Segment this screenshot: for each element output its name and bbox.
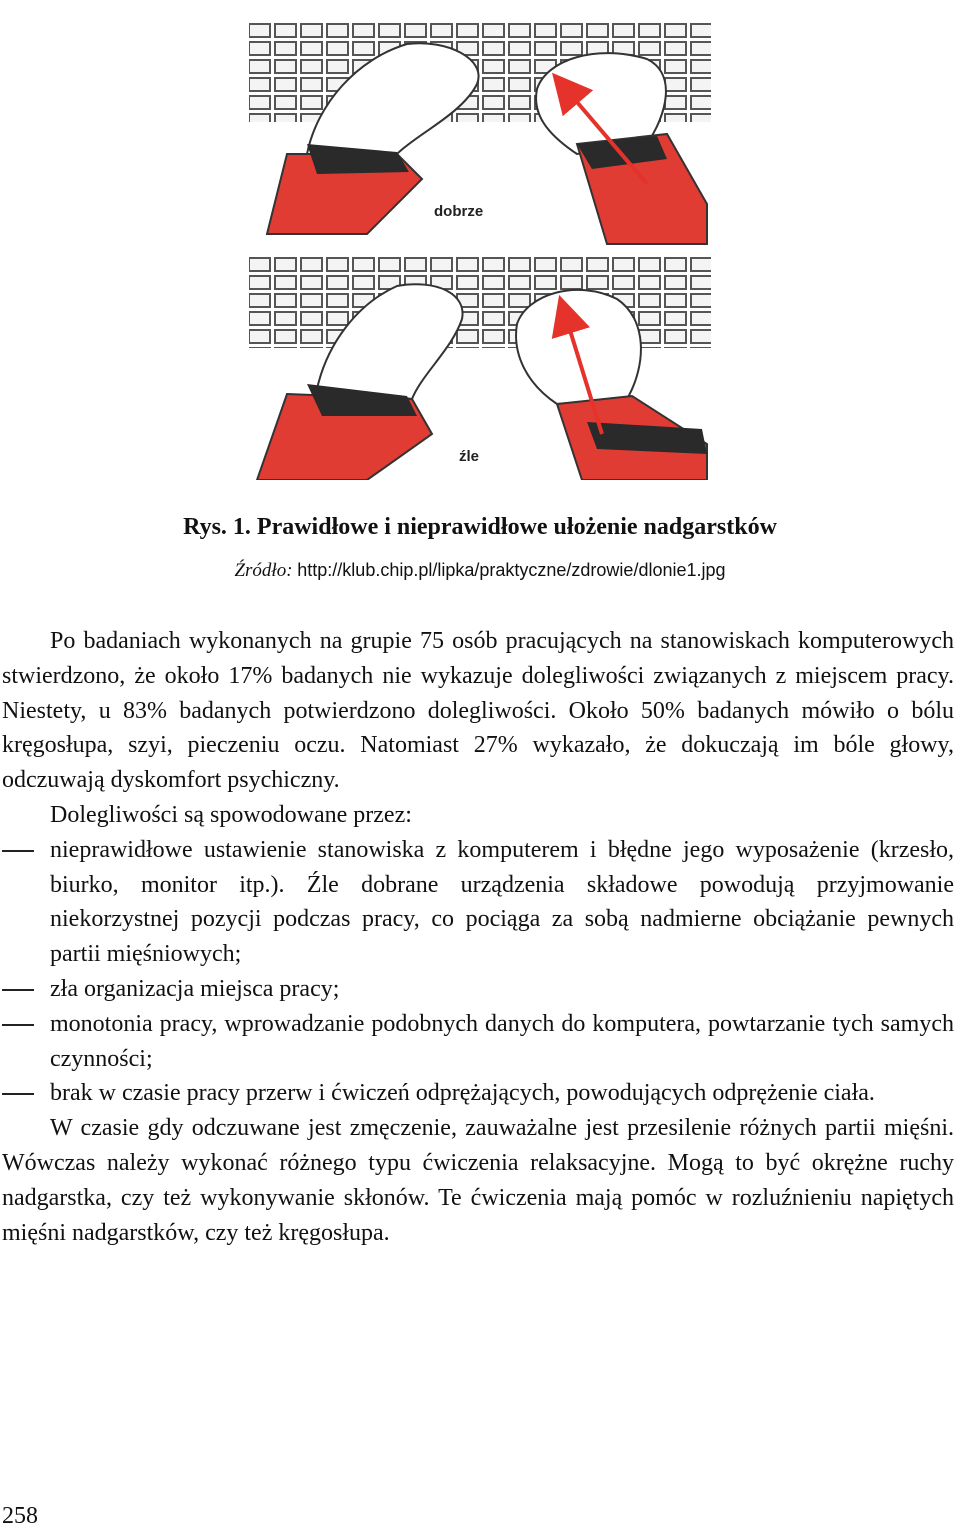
list-item: monotonia pracy, wprowadzanie podobnych danych do komputera, powtarzanie tych samych czynności; xyxy=(2,1007,954,1077)
causes-list xyxy=(2,833,954,1111)
wrist-position-figure xyxy=(247,4,713,480)
list-item: nieprawidłowe ustawienie stanowiska z komputerem i błędne jego wyposażenie (krzesło, biurko, monitor itp.). Źle dobrane urządzenia składowe powodują przyjmowanie niekorzystnej pozycji podczas pracy, co pociąga za sobą nadmierne obciążanie pewnych partii mięśniowych; xyxy=(2,833,954,972)
source-label: Źródło: xyxy=(234,560,293,581)
paragraph-exercises: W czasie gdy odczuwane jest zmęczenie, zauważalne jest przesilenie różnych partii mięśni. Wówczas należy wykonać różnego typu ćwiczenia relaksacyjne. Mogą to być okrężne ruchy nadgarstka, czy też wykonywanie skłonów. Te ćwiczenia mają pomóc w rozluźnieniu napiętych mięśni nadgarstków, czy też kręgosłupa. xyxy=(2,1115,954,1246)
label-correct: dobrze xyxy=(434,203,484,220)
right-hand-bottom xyxy=(516,290,641,404)
list-item: brak w czasie pracy przerw i ćwiczeń odprężających, powodujących odprężenie ciała. xyxy=(2,1076,954,1111)
right-cuff-bottom xyxy=(587,422,707,454)
figure-caption-title: Rys. 1. Prawidłowe i nieprawidłowe ułożenie nadgarstków xyxy=(183,514,777,540)
figure-caption-source xyxy=(0,560,960,582)
label-incorrect: źle xyxy=(459,448,480,465)
page-number: 258 xyxy=(2,1503,38,1529)
list-intro: Dolegliwości są spowodowane przez: xyxy=(50,801,412,828)
body-text xyxy=(2,624,954,1250)
list-item: zła organizacja miejsca pracy; xyxy=(2,972,954,1007)
source-url: http://klub.chip.pl/lipka/praktyczne/zdrowie/dlonie1.jpg xyxy=(297,560,726,580)
keyboard-bottom xyxy=(249,256,711,348)
correct-position-panel xyxy=(247,4,713,244)
paragraph-survey: Po badaniach wykonanych na grupie 75 osób pracujących na stanowiskach komputerowych stwierdzono, że około 17% badanych nie wykazuje dolegliwości związanych z miejscem pracy. Niestety, u 83% badanych potwierdzono dolegliwości. Około 50% badanych mówiło o bólu kręgosłupa, szyi, pieczeniu oczu. Natomiast 27% wykazało, że dokuczają im bóle głowy, odczuwają dyskomfort psychiczny. xyxy=(2,628,954,794)
incorrect-position-panel xyxy=(249,256,711,480)
